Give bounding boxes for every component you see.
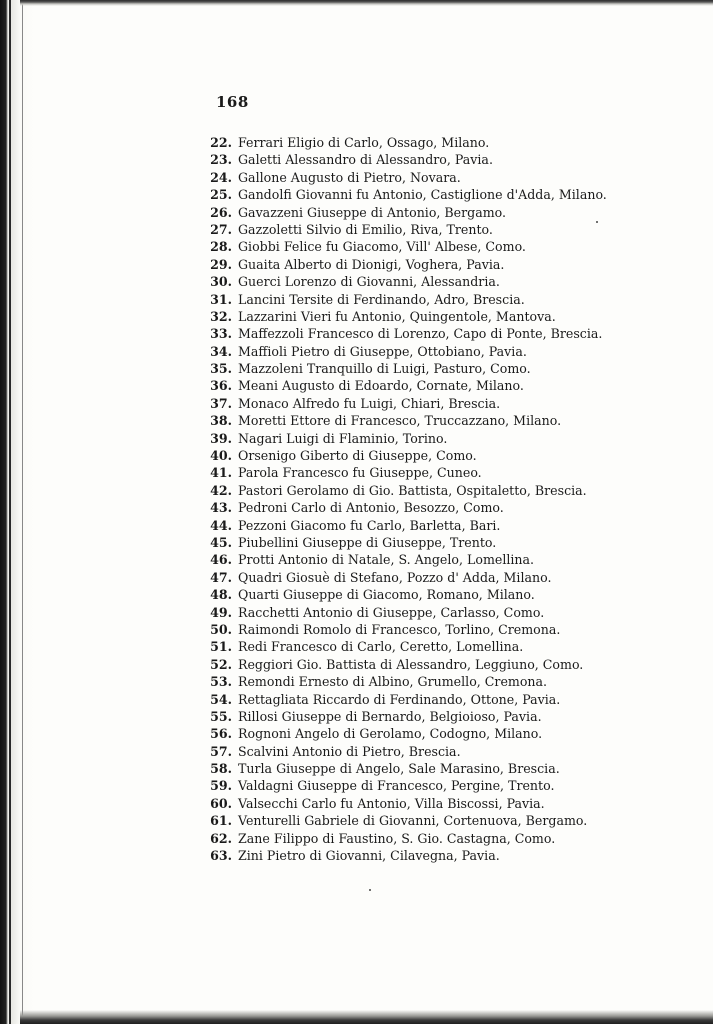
entry-text: Piubellini Giuseppe di Giuseppe, Trento.: [238, 534, 497, 550]
list-item: [200, 412, 670, 429]
entry-number: 53.: [210, 674, 232, 690]
entry-number: 57.: [210, 743, 232, 759]
list-item: [200, 464, 670, 481]
entry-number: 29.: [210, 256, 232, 272]
entry-text: Moretti Ettore di Francesco, Truccazzano, Milano.: [238, 413, 562, 429]
page-number: 168: [216, 93, 249, 111]
list-item: [200, 760, 670, 777]
list-item: [200, 273, 670, 290]
entry-text: Ferrari Eligio di Carlo, Ossago, Milano.: [238, 135, 490, 150]
entry-number: 45.: [210, 534, 232, 550]
entry-number: 51.: [210, 639, 232, 655]
entry-number: 58.: [210, 761, 232, 777]
entry-text: Quarti Giuseppe di Giacomo, Romano, Milano.: [238, 587, 535, 603]
entry-number: 24.: [210, 169, 232, 185]
entry-text: Orsenigo Giberto di Giuseppe, Como.: [238, 448, 477, 464]
entry-text: Gandolfi Giovanni fu Antonio, Castiglione d'Adda, Milano.: [238, 187, 607, 203]
entry-text: Gazzoletti Silvio di Emilio, Riva, Trento.: [238, 221, 493, 237]
page-bottom-edge: [20, 1010, 713, 1024]
list-item: [200, 151, 670, 168]
entry-number: 22.: [210, 135, 232, 150]
entry-number: 32.: [210, 308, 232, 324]
entry-number: 36.: [210, 378, 232, 394]
entry-number: 49.: [210, 604, 232, 620]
list-item: [200, 499, 670, 516]
entry-text: Gavazzeni Giuseppe di Antonio, Bergamo.: [238, 204, 507, 220]
entry-number: 61.: [210, 813, 232, 829]
list-item: [200, 291, 670, 308]
entry-text: Parola Francesco fu Giuseppe, Cuneo.: [238, 465, 482, 481]
entry-number: 41.: [210, 465, 232, 481]
entry-number: 33.: [210, 326, 232, 342]
list-item: [200, 604, 670, 621]
list-item: [200, 377, 670, 394]
list-item: [200, 830, 670, 847]
list-item: [200, 743, 670, 760]
entry-text: Giobbi Felice fu Giacomo, Vill' Albese, Como.: [238, 239, 526, 255]
entry-number: 26.: [210, 204, 232, 220]
entry-text: Lancini Tersite di Ferdinando, Adro, Brescia.: [238, 291, 525, 307]
entry-text: Lazzarini Vieri fu Antonio, Quingentole, Mantova.: [238, 308, 556, 324]
entry-number: 44.: [210, 517, 232, 533]
entry-text: Rognoni Angelo di Gerolamo, Codogno, Milano.: [238, 726, 543, 742]
list-item: [200, 586, 670, 603]
list-item: [200, 221, 670, 238]
entry-text: Meani Augusto di Edoardo, Cornate, Milano.: [238, 378, 524, 394]
entry-number: 25.: [210, 187, 232, 203]
entry-text: Pastori Gerolamo di Gio. Battista, Ospitaletto, Brescia.: [238, 482, 587, 498]
list-item: [200, 673, 670, 690]
stray-mark: [369, 889, 371, 891]
page-binding: [0, 0, 34, 1024]
list-item: [200, 534, 670, 551]
page-top-edge: [20, 0, 713, 6]
entry-number: 42.: [210, 482, 232, 498]
list-item: [200, 569, 670, 586]
list-item: [200, 204, 670, 221]
entry-number: 50.: [210, 621, 232, 637]
entry-number: 28.: [210, 239, 232, 255]
entry-number: 55.: [210, 708, 232, 724]
entry-number: 37.: [210, 395, 232, 411]
list-item: [200, 656, 670, 673]
entry-text: Reggiori Gio. Battista di Alessandro, Leggiuno, Como.: [238, 656, 584, 672]
list-item: [200, 169, 670, 186]
entry-number: 31.: [210, 291, 232, 307]
entry-number: 43.: [210, 500, 232, 516]
list-item: [200, 343, 670, 360]
entry-text: Valsecchi Carlo fu Antonio, Villa Biscossi, Pavia.: [238, 795, 545, 811]
list-item: [200, 621, 670, 638]
entry-number: 63.: [210, 848, 232, 864]
list-item: [200, 482, 670, 499]
entry-text: Redi Francesco di Carlo, Ceretto, Lomellina.: [238, 639, 524, 655]
entry-text: Scalvini Antonio di Pietro, Brescia.: [238, 743, 461, 759]
list-item: [200, 847, 670, 864]
binding-line: [9, 0, 11, 1024]
list-item: [200, 447, 670, 464]
entry-number: 60.: [210, 795, 232, 811]
list-item: [200, 551, 670, 568]
list-item: [200, 430, 670, 447]
entry-text: Quadri Giosuè di Stefano, Pozzo d' Adda, Milano.: [238, 569, 552, 585]
entry-text: Raimondi Romolo di Francesco, Torlino, Cremona.: [238, 621, 561, 637]
entry-number: 62.: [210, 830, 232, 846]
list-item: [200, 725, 670, 742]
list-item: [200, 395, 670, 412]
entry-number: 23.: [210, 152, 232, 168]
entry-number: 52.: [210, 656, 232, 672]
entry-text: Remondi Ernesto di Albino, Grumello, Cremona.: [238, 674, 548, 690]
entry-text: Nagari Luigi di Flaminio, Torino.: [238, 430, 448, 446]
binding-line: [22, 0, 23, 1024]
entry-number: 40.: [210, 448, 232, 464]
list-item: [200, 517, 670, 534]
entry-number: 34.: [210, 343, 232, 359]
entry-text: Guerci Lorenzo di Giovanni, Alessandria.: [238, 274, 500, 290]
entry-number: 39.: [210, 430, 232, 446]
entry-text: Galetti Alessandro di Alessandro, Pavia.: [238, 152, 493, 168]
entry-number: 54.: [210, 691, 232, 707]
entry-text: Gallone Augusto di Pietro, Novara.: [238, 169, 461, 185]
list-item: [200, 308, 670, 325]
list-item: [200, 812, 670, 829]
entry-text: Racchetti Antonio di Giuseppe, Carlasso, Como.: [238, 604, 545, 620]
list-item: [200, 325, 670, 342]
stray-mark: [596, 221, 598, 223]
entry-number: 27.: [210, 221, 232, 237]
list-item: [200, 134, 670, 151]
entry-text: Zini Pietro di Giovanni, Cilavegna, Pavia.: [238, 848, 500, 864]
list-item: [200, 638, 670, 655]
list-item: [200, 238, 670, 255]
entry-text: Monaco Alfredo fu Luigi, Chiari, Brescia.: [238, 395, 501, 411]
list-item: [200, 186, 670, 203]
list-item: [200, 777, 670, 794]
entry-text: Protti Antonio di Natale, S. Angelo, Lomellina.: [238, 552, 535, 568]
name-list: [200, 134, 670, 864]
entry-text: Venturelli Gabriele di Giovanni, Cortenuova, Bergamo.: [238, 813, 588, 829]
entry-number: 35.: [210, 361, 232, 377]
entry-text: Zane Filippo di Faustino, S. Gio. Castagna, Como.: [238, 830, 556, 846]
entry-number: 38.: [210, 413, 232, 429]
entry-number: 30.: [210, 274, 232, 290]
entry-text: Turla Giuseppe di Angelo, Sale Marasino, Brescia.: [238, 761, 560, 777]
entry-text: Pedroni Carlo di Antonio, Besozzo, Como.: [238, 500, 504, 516]
entry-text: Maffioli Pietro di Giuseppe, Ottobiano, Pavia.: [238, 343, 527, 359]
entry-text: Rillosi Giuseppe di Bernardo, Belgioioso, Pavia.: [238, 708, 542, 724]
list-item: [200, 360, 670, 377]
entry-text: Valdagni Giuseppe di Francesco, Pergine, Trento.: [238, 778, 555, 794]
entry-number: 59.: [210, 778, 232, 794]
entry-number: 48.: [210, 587, 232, 603]
entry-text: Pezzoni Giacomo fu Carlo, Barletta, Bari.: [238, 517, 501, 533]
list-item: [200, 691, 670, 708]
entry-text: Mazzoleni Tranquillo di Luigi, Pasturo, Como.: [238, 361, 531, 377]
entry-text: Rettagliata Riccardo di Ferdinando, Ottone, Pavia.: [238, 691, 561, 707]
entry-number: 46.: [210, 552, 232, 568]
entry-number: 56.: [210, 726, 232, 742]
entry-text: Guaita Alberto di Dionigi, Voghera, Pavia.: [238, 256, 505, 272]
entry-text: Maffezzoli Francesco di Lorenzo, Capo di Ponte, Brescia.: [238, 326, 603, 342]
list-item: [200, 795, 670, 812]
list-item: [200, 708, 670, 725]
list-item: [200, 256, 670, 273]
entry-number: 47.: [210, 569, 232, 585]
